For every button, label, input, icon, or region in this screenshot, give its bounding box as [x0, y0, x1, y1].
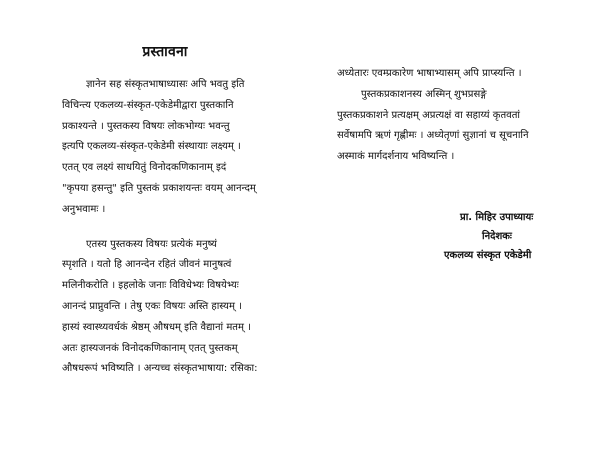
text-line: औषधरूपं भविष्यति । अन्यच्च संस्कृतभाषाया: रसिका:: [62, 363, 258, 375]
text-line: इत्यपि एकलव्य-संस्कृत-एकेडेमी संस्थायाः लक्ष्यम् ।: [62, 141, 241, 153]
text-line: "कृपया हसन्तु" इति पुस्तकं प्रकाशयन्तः वयम् आनन्दम्: [62, 182, 256, 194]
text-line: ज्ञानेन सह संस्कृतभाषाध्यासः अपि भवतु इति: [86, 79, 245, 90]
text-line: प्रकाश्यन्ते । पुस्तकस्य विषयः लोकभोग्यः भवन्तु: [62, 120, 230, 132]
preface-paragraph-1: [62, 75, 268, 221]
text-line: पुस्तकप्रकाशने प्रत्यक्षम् अप्रत्यक्षं वा सहाय्यं कृतवतां: [337, 109, 521, 121]
text-line: अस्माकं मार्गदर्शनाय भविष्यन्ति ।: [337, 151, 455, 163]
text-line: पुस्तकप्रकाशनस्य अस्मिन् शुभप्रसङ्गे: [361, 88, 487, 100]
organization-name: एकलव्य संस्कृत एकेडेमी: [444, 250, 532, 261]
text-line: अनुभवामः ।: [62, 203, 106, 215]
author-name: प्रा. मिहिर उपाध्यायः: [460, 212, 534, 223]
acknowledgement-paragraph: [337, 85, 563, 168]
preface-paragraph-2: [62, 235, 268, 381]
text-line: स्पृशति । यतो हि आनन्देन रहितं जीवनं मानुषत्वं: [62, 259, 232, 271]
text-line: हास्यं स्वास्थ्यवर्धकं श्रेष्ठम् औषधम् इति वैद्यानां मतम् ।: [62, 321, 251, 333]
text-line: आनन्दं प्राप्नुवन्ति । तेषु एकः विषयः अस्ति हास्यम् ।: [62, 300, 242, 312]
text-line: एतस्य पुस्तकस्य विषयः प्रत्येकं मनुष्यं: [86, 238, 217, 250]
text-line: मलिनीकरोति । इहलोके जनाः विविधेभ्यः विषयेभ्यः: [62, 280, 239, 292]
text-line: एतत् एव लक्ष्यं साधयितुं विनोदकणिकानाम् इदं: [62, 162, 227, 174]
left-page: [62, 42, 268, 380]
text-line: विचिन्त्य एकलव्य-संस्कृत-एकेडेमीद्वारा पुस्तकानि: [62, 99, 234, 111]
continued-line: [337, 64, 563, 85]
author-role: निदेशकः: [482, 231, 512, 242]
page-title: प्रस्तावना: [142, 44, 188, 60]
right-page: [337, 64, 563, 168]
text-line: अतः हास्यजनकं विनोदकणिकानाम् एतत् पुस्तकम्: [62, 342, 238, 354]
text-line: सर्वेषामपि ऋणं गृह्णीमः । अध्येतृणां सुज्ञानां च सूचनानि: [337, 130, 529, 142]
signature-block: [430, 208, 580, 265]
text-line: अध्येतारः एवम्प्रकारेण भाषाभ्यासम् अपि प्राप्स्यन्ति ।: [337, 68, 522, 79]
